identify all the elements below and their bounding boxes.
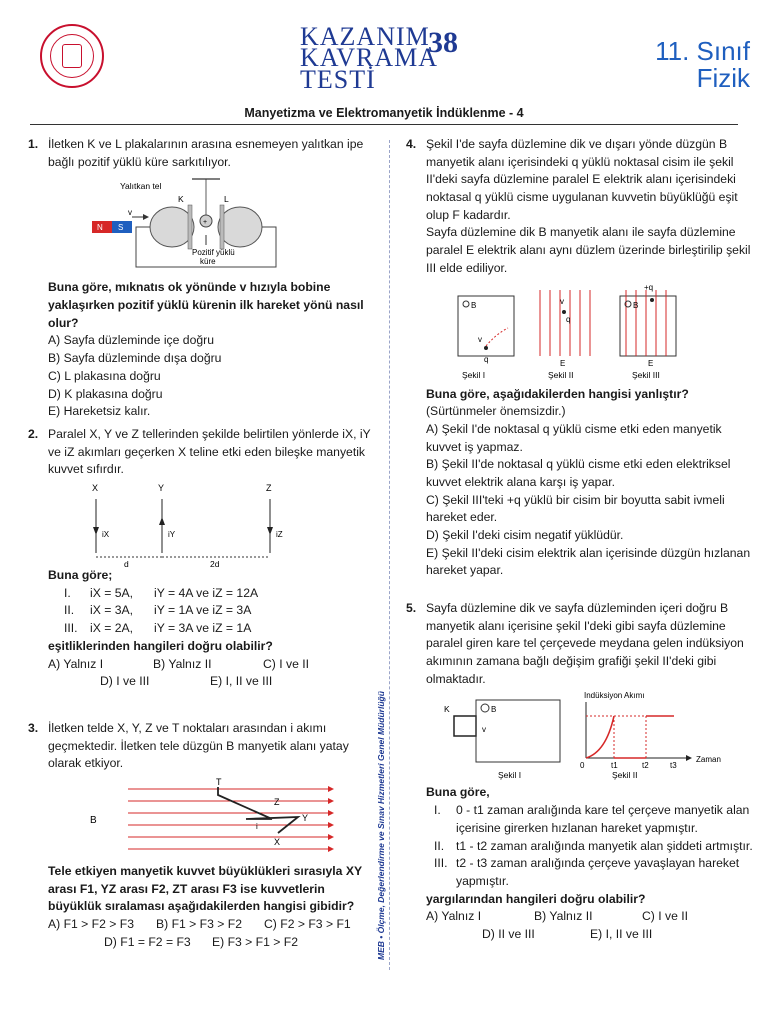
- axis-label-x: Zaman: [696, 755, 721, 765]
- option-b[interactable]: B) Şekil II'de noktasal q yüklü cisme etki eden elektriksel kuvvet elektrik alana karşı iş yapar.: [426, 457, 731, 489]
- fig-label: v: [482, 725, 486, 735]
- fig-label: S: [118, 223, 124, 233]
- q5-figure: [436, 692, 746, 784]
- fig-label: v: [478, 334, 482, 344]
- fig-label: B: [491, 705, 497, 715]
- question-number: 3.: [28, 721, 39, 735]
- fig-label: X: [274, 837, 281, 848]
- option-d[interactable]: D) F1 = F2 = F3: [104, 934, 191, 949]
- row-b: iY = 1A ve iZ = 3A: [154, 603, 252, 618]
- q2-figure: [78, 481, 318, 567]
- option-b[interactable]: B) Yalnız II: [153, 656, 212, 671]
- fig-label: i: [256, 822, 258, 832]
- fig-label: Şekil II: [548, 369, 574, 380]
- option-b[interactable]: B) Yalnız II: [534, 909, 593, 924]
- row-num: II.: [64, 603, 75, 618]
- meb-logo: [40, 24, 104, 88]
- grade: 11. Sınıf: [655, 36, 750, 66]
- item-text: t2 - t3 zaman aralığında çerçeve yavaşlayan hareket yapmıştır.: [456, 856, 740, 888]
- option-b[interactable]: B) F1 > F3 > F2: [156, 917, 243, 932]
- option-c[interactable]: C) Şekil III'teki +q yüklü bir cisim bir boyutta sabit ivmeli hareket eder.: [426, 492, 725, 525]
- fig-label: v: [128, 208, 132, 218]
- fig-label: küre: [200, 257, 216, 267]
- question-stem: Paralel X, Y ve Z tellerinden şekilde belirtilen yönlerde iX, iY ve iZ akımları geçerken X teline etki eden bileşke manyetik kuvvet sıfırdır.: [48, 427, 371, 477]
- question-5: [406, 600, 756, 944]
- question-stem: Şekil I'de sayfa düzlemine dik ve dışarı yönde düzgün B manyetik alanı içerisindeki q yüklü noktasal cisim ile şekil II'deki sayfa düzlemine paralel E elektrik alanı içerisindeki noktasal q yüklü cisme uygulanan kuvvetin büyüklüğü eşit olup F kadardır.: [426, 137, 738, 222]
- option-c[interactable]: C) I ve II: [263, 656, 310, 671]
- question-number: 2.: [28, 427, 39, 441]
- row-a: iX = 2A,: [90, 621, 134, 636]
- fig-label: iY: [168, 530, 176, 540]
- item-3: [434, 855, 756, 890]
- brand-line-1: KAZANIM: [300, 22, 430, 51]
- q4-figure: [456, 282, 706, 386]
- lead-text: Buna göre;: [48, 568, 113, 583]
- option-d[interactable]: D) K plakasına doğru: [48, 386, 163, 401]
- option-e[interactable]: E) F3 > F1 > F2: [212, 934, 299, 949]
- axis-label-y: İndüksiyon Akımı: [584, 692, 645, 701]
- column-divider: [389, 140, 390, 970]
- options-row-1: [48, 656, 374, 674]
- item-num: II.: [434, 838, 445, 853]
- option-c[interactable]: C) L plakasına doğru: [48, 368, 161, 383]
- fig-label: 0: [580, 761, 585, 771]
- row-b: iY = 3A ve iZ = 1A: [154, 621, 252, 636]
- fig-label: +q: [644, 282, 654, 292]
- fig-label: iX: [102, 530, 110, 540]
- fig-label: v: [560, 296, 564, 306]
- row-num: III.: [64, 621, 78, 636]
- fig-label: B: [471, 300, 477, 310]
- question-4: [406, 136, 756, 580]
- option-a[interactable]: A) Yalnız I: [426, 909, 482, 924]
- options-row-1: [48, 916, 374, 934]
- option-b[interactable]: B) Sayfa düzleminde dışa doğru: [48, 351, 222, 366]
- fig-label: t3: [670, 761, 677, 771]
- option-e[interactable]: E) Hareketsiz kalır.: [48, 404, 151, 419]
- subject: Fizik: [696, 63, 750, 94]
- question-text: eşitliklerinden hangileri doğru olabilir?: [48, 638, 273, 653]
- question-stem-2: Sayfa düzlemine dik B manyetik alanı ile sayfa düzlemine paralel E elektrik alanı aynı düzlem üzerinde birleştirilip şekil III elde ediliyor.: [426, 225, 751, 275]
- fig-label: Pozitif yüklü: [192, 248, 235, 258]
- fig-label: q: [566, 314, 571, 324]
- option-e[interactable]: E) I, II ve III: [590, 926, 653, 941]
- option-a[interactable]: A) Şekil I'de noktasal q yüklü cisme etki eden manyetik kuvvet iş yapmaz.: [426, 421, 722, 454]
- brand-line-3: TESTİ: [300, 64, 376, 94]
- fig-label: X: [92, 483, 99, 494]
- svg-text:+: +: [203, 219, 208, 227]
- question-number: 1.: [28, 137, 39, 151]
- fig-label: Şekil I: [462, 369, 486, 380]
- question-stem: İletken K ve L plakalarının arasına esnemeyen yalıtkan ipe bağlı pozitif yüklü küre sarkıtılıyor.: [48, 137, 364, 169]
- question-text: Buna göre, mıknatıs ok yönünde v hızıyla bobine yaklaşırken pozitif yüklü kürenin ilk hareket yönü nasıl olur?: [48, 280, 364, 330]
- options-row-2: [100, 673, 374, 691]
- fig-label: Z: [266, 483, 272, 494]
- topic-title: Manyetizma ve Elektromanyetik İndüklenme - 4: [30, 106, 738, 125]
- q1-figure: [92, 175, 312, 275]
- fig-label: Yalıtkan tel: [120, 181, 162, 192]
- question-text: Buna göre, aşağıdakilerden hangisi yanlıştır?: [426, 386, 689, 401]
- option-d[interactable]: D) Şekil I'deki cisim negatif yüklüdür.: [426, 528, 624, 542]
- question-2: [28, 426, 374, 691]
- row-2: [64, 602, 374, 620]
- fig-label: q: [484, 354, 489, 364]
- brand-logo: [300, 22, 438, 94]
- options-row-2: [482, 926, 756, 944]
- row-3: [64, 620, 374, 638]
- option-e[interactable]: E) I, II ve III: [210, 674, 273, 689]
- item-num: III.: [434, 856, 448, 871]
- option-e[interactable]: E) Şekil II'deki cisim elektrik alan içerisinde düzgün hızlanan hareket yapar.: [426, 545, 751, 578]
- fig-label: K: [444, 704, 450, 715]
- option-a[interactable]: A) Sayfa düzleminde içe doğru: [48, 333, 214, 348]
- fig-label: N: [97, 223, 103, 233]
- fig-label: Şekil I: [498, 770, 522, 781]
- fig-label: Y: [302, 813, 309, 824]
- item-1: [434, 802, 756, 837]
- item-text: t1 - t2 zaman aralığında manyetik alan şiddeti artmıştır.: [456, 838, 753, 853]
- question-1: [28, 136, 374, 421]
- fig-label: iZ: [276, 530, 283, 540]
- q3-figure: [88, 777, 348, 863]
- row-1: [64, 585, 374, 603]
- fig-label: T: [216, 777, 222, 788]
- options-row-1: [426, 908, 756, 926]
- question-3: [28, 720, 374, 952]
- question-number: 4.: [406, 137, 417, 151]
- question-text: Tele etkiyen manyetik kuvvet büyüklükleri sırasıyla XY arası F1, YZ arası F2, ZT arası F3 ise kuvvetlerin büyüklük sıralaması aşağıdakilerden hangisi gibidir?: [48, 864, 362, 914]
- question-stem: İletken telde X, Y, Z ve T noktaları arasından i akımı geçmektedir. İletken tele düzgün B manyetik alanı yatay olarak etkiyor.: [48, 721, 349, 771]
- row-a: iX = 5A,: [90, 585, 134, 600]
- options-list: [28, 332, 374, 420]
- item-2: [434, 838, 756, 856]
- row-num: I.: [64, 585, 71, 600]
- fig-label: K: [178, 194, 184, 205]
- question-stem: Sayfa düzlemine dik ve sayfa düzleminden içeri doğru B manyetik alanı içerisine şekil I'deki gibi sayfa düzlemine paralel giren kare tel çerçevede meydana gelen indüksiyon akımının zamana bağlı değişim grafiği şekil II'deki gibi olmaktadır.: [426, 601, 744, 686]
- item-text: 0 - t1 zaman aralığında kare tel çerçeve manyetik alan içerisine girerken hızlanan hareket yapmıştır.: [456, 803, 750, 835]
- row-b: iY = 4A ve iZ = 12A: [154, 585, 259, 600]
- fig-label: Y: [158, 483, 165, 494]
- item-num: I.: [434, 803, 441, 818]
- fig-label: t2: [642, 761, 649, 771]
- fig-label: L: [224, 194, 229, 205]
- question-text: yargılarından hangileri doğru olabilir?: [426, 891, 646, 906]
- option-d[interactable]: D) I ve III: [100, 674, 150, 689]
- row-a: iX = 3A,: [90, 603, 134, 618]
- fig-label: B: [633, 300, 639, 310]
- fig-label: t1: [611, 761, 618, 771]
- options-list: [406, 421, 756, 580]
- brand-line-2: KAVRAMA: [300, 43, 438, 73]
- fig-label: E: [648, 358, 654, 368]
- question-note: (Sürtünmeler önemsizdir.): [426, 404, 566, 419]
- option-c[interactable]: C) F2 > F3 > F1: [264, 917, 351, 932]
- fig-label: Şekil III: [632, 369, 660, 380]
- grade-subject: [655, 38, 750, 93]
- fig-label: 2d: [210, 559, 220, 568]
- fig-label: E: [560, 358, 566, 368]
- side-caption: MEB • Ölçme, Değerlendirme ve Sınav Hizmetleri Genel Müdürlüğü: [376, 691, 386, 960]
- lead-text: Buna göre,: [426, 785, 490, 800]
- option-c[interactable]: C) I ve II: [642, 909, 689, 924]
- fig-label: d: [124, 559, 129, 568]
- test-number: 38: [428, 26, 458, 59]
- option-a[interactable]: A) Yalnız I: [48, 656, 104, 671]
- options-row-2: [104, 934, 374, 952]
- option-a[interactable]: A) F1 > F2 > F3: [48, 917, 135, 932]
- question-number: 5.: [406, 601, 417, 615]
- option-d[interactable]: D) II ve III: [482, 926, 535, 941]
- fig-label: Şekil II: [612, 770, 638, 781]
- fig-label: B: [90, 815, 97, 827]
- fig-label: Z: [274, 797, 280, 808]
